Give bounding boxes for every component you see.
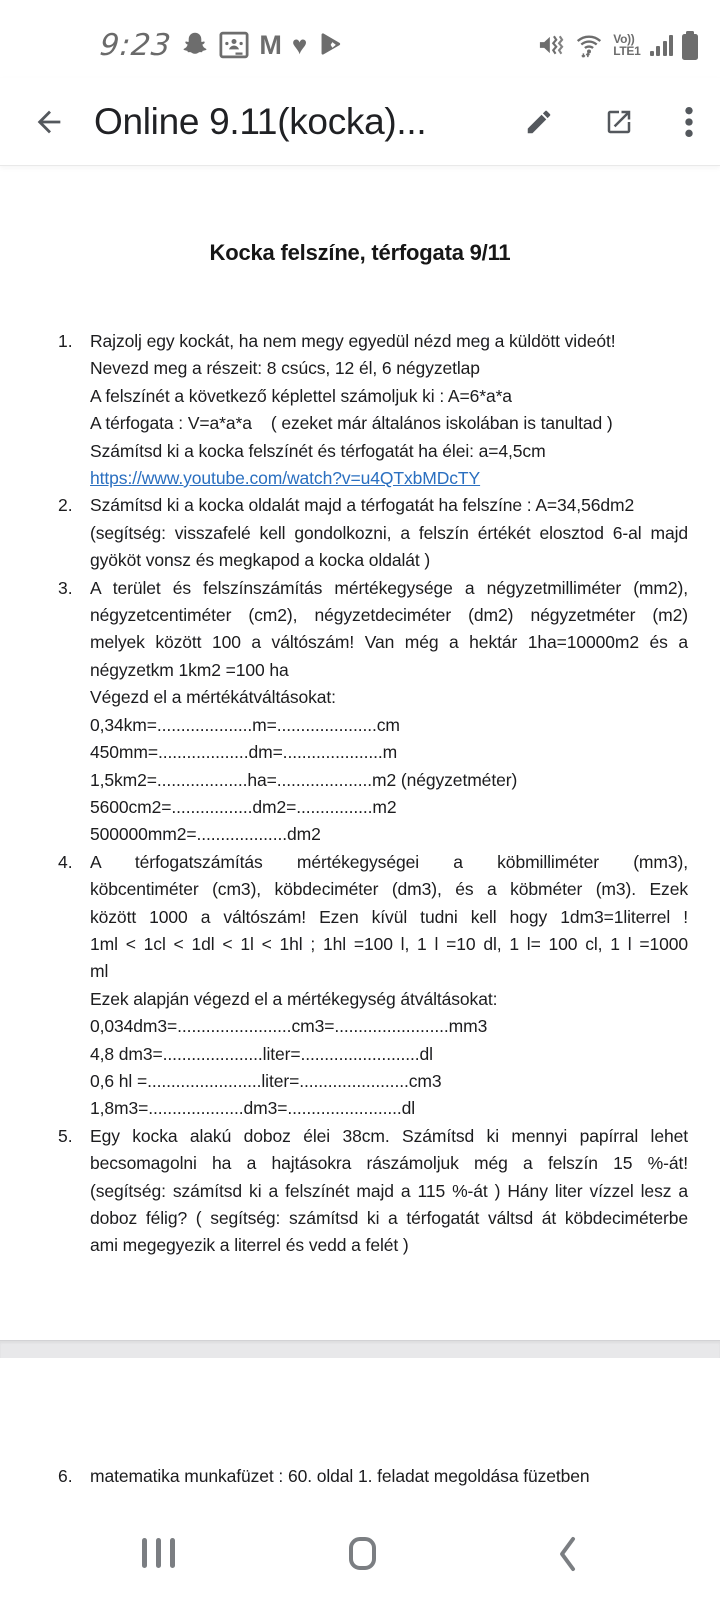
- doc-line-conversion: 1,5km2=...................ha=....................m2 (négyzetméter): [90, 769, 518, 790]
- doc-line: Számítsd ki a kocka oldalát majd a térfogatát ha felszíne : A=34,56dm2: [90, 495, 635, 516]
- doc-line: Végezd el a mértékátváltásokat:: [90, 687, 336, 708]
- doc-line: gyököt vonsz és megkapod a kocka oldalát ): [90, 550, 431, 571]
- worksheet-list-page2: [58, 1463, 688, 1490]
- doc-line: A térfogatszámítás mértékegységei a köbmilliméter (mm3),: [90, 851, 688, 872]
- doc-line-conversion: 5600cm2=.................dm2=................m2: [90, 796, 397, 817]
- doc-line: A terület és felszínszámítás mértékegysége a négyzetmilliméter (mm2),: [90, 577, 688, 598]
- doc-line: A felszínét a következő képlettel számoljuk ki : A=6*a*a: [90, 385, 512, 406]
- status-clock: 9:23: [98, 27, 174, 63]
- doc-line-conversion: 500000mm2=...................dm2: [90, 824, 321, 845]
- doc-line-conversion: 4,8 dm3=.....................liter=.........................dl: [90, 1043, 433, 1064]
- status-bar-right: [537, 31, 698, 60]
- doc-line-conversion: 0,6 hl =........................liter=.......................cm3: [90, 1070, 442, 1091]
- heart-icon: ♥: [291, 30, 308, 60]
- worksheet-item-1: [58, 328, 688, 492]
- worksheet-item-3: [58, 575, 688, 849]
- worksheet-item-5: [58, 1123, 688, 1260]
- doc-line: ml: [90, 961, 109, 982]
- doc-line-conversion: 1,8m3=....................dm3=........................dl: [90, 1098, 416, 1119]
- gmail-icon: M: [259, 29, 282, 60]
- doc-line: Számítsd ki a kocka felszínét és térfogatát ha élei: a=4,5cm: [90, 440, 546, 461]
- doc-line: (segítség: számítsd ki a felszínét majd a 115 %-át ) Hány liter vízzel lesz a: [90, 1180, 688, 1201]
- doc-line: Ezek alapján végezd el a mértékegység átváltásokat:: [90, 988, 498, 1009]
- wifi-icon: [574, 31, 604, 59]
- doc-line-conversion: 0,034dm3=........................cm3=........................mm3: [90, 1016, 488, 1037]
- doc-line: ami megegyezik a literrel és vedd a felét ): [90, 1235, 409, 1256]
- signal-strength-icon: [650, 34, 674, 56]
- doc-line: között 1000 a váltószám! Ezen kívül tudni kell hogy 1dm3=1literrel !: [90, 906, 688, 927]
- item-number: 1.: [58, 331, 73, 351]
- mute-vibrate-icon: [537, 31, 565, 59]
- worksheet-title: Kocka felszíne, térfogata 9/11: [209, 240, 511, 265]
- doc-line: köbcentiméter (cm3), köbdeciméter (dm3), és a köbméter (m3). Ezek: [90, 879, 688, 900]
- doc-line: doboz félig? ( segítség: számítsd ki a térfogatát váltsd át köbdeciméterbe: [90, 1208, 688, 1228]
- worksheet-item-6: [58, 1463, 688, 1490]
- status-bar[interactable]: [0, 0, 720, 78]
- page-bottom-whitespace: [32, 1260, 688, 1340]
- doc-line: 1ml < 1cl < 1dl < 1l < 1hl ; 1hl =100 l, 1 l =10 dl, 1 l= 100 cl, 1 l =1000: [90, 933, 688, 954]
- doc-line: négyzetkm 1km2 =100 ha: [90, 659, 289, 680]
- doc-line: A térfogata : V=a*a*a ( ezeket már általános iskolában is tanultad ): [90, 413, 613, 434]
- edit-icon[interactable]: [524, 107, 554, 137]
- doc-line: Egy kocka alakú doboz élei 38cm. Számítsd ki mennyi papírral lehet: [90, 1125, 688, 1146]
- page-separator: [0, 1340, 720, 1358]
- open-in-new-icon[interactable]: [604, 107, 634, 137]
- item-number: 5.: [58, 1125, 73, 1146]
- volte-label: Vo)): [613, 32, 635, 46]
- navigation-bar: [0, 1508, 720, 1600]
- doc-line: becsomagolni ha a hajtásokra rászámoljuk még a felszín 15 %-át!: [90, 1153, 688, 1174]
- back-arrow-icon[interactable]: [30, 103, 68, 141]
- doc-line: melyek között 100 a váltószám! Van még a hektár 1ha=10000m2 és a: [90, 632, 688, 653]
- battery-icon: [682, 34, 698, 60]
- doc-line: (segítség: visszafelé kell gondolkozni, a felszín értékét elosztod 6-al majd: [90, 522, 688, 543]
- home-icon[interactable]: [349, 1537, 376, 1570]
- youtube-link[interactable]: https://www.youtube.com/watch?v=u4QTxbMDcTY: [90, 468, 481, 489]
- overflow-menu-icon[interactable]: [684, 105, 694, 139]
- item-number: 3.: [58, 577, 73, 598]
- app-bar: [0, 78, 720, 166]
- worksheet-item-2: [58, 492, 688, 574]
- doc-line: Nevezd meg a részeit: 8 csúcs, 12 él, 6 négyzetlap: [90, 358, 480, 379]
- worksheet-item-4: [58, 849, 688, 1123]
- back-icon[interactable]: [556, 1536, 580, 1577]
- item-number: 4.: [58, 851, 73, 872]
- doc-line-conversion: 0,34km=....................m=.....................cm: [90, 714, 400, 735]
- doc-line: négyzetcentiméter (cm2), négyzetdeciméter (dm2) négyzetméter (m2): [90, 605, 688, 626]
- doc-line: Rajzolj egy kockát, ha nem megy egyedül nézd meg a küldött videót!: [90, 331, 616, 351]
- snapchat-icon: [181, 31, 209, 59]
- app-bar-actions: [524, 105, 694, 139]
- google-play-icon: [317, 31, 343, 59]
- document-page[interactable]: [0, 167, 720, 1600]
- network-label: [613, 33, 640, 57]
- status-bar-left: [100, 28, 343, 63]
- document-title-appbar: Online 9.11(kocka)...: [94, 100, 427, 142]
- doc-line: matematika munkafüzet : 60. oldal 1. feladat megoldása füzetben: [90, 1465, 590, 1486]
- recents-icon[interactable]: [142, 1538, 175, 1568]
- lte-label: LTE1: [613, 44, 641, 58]
- worksheet-list: [58, 328, 688, 1260]
- doc-line-conversion: 450mm=...................dm=.....................m: [90, 742, 398, 763]
- item-number: 6.: [58, 1465, 73, 1486]
- item-number: 2.: [58, 495, 73, 516]
- google-classroom-icon: [219, 31, 249, 59]
